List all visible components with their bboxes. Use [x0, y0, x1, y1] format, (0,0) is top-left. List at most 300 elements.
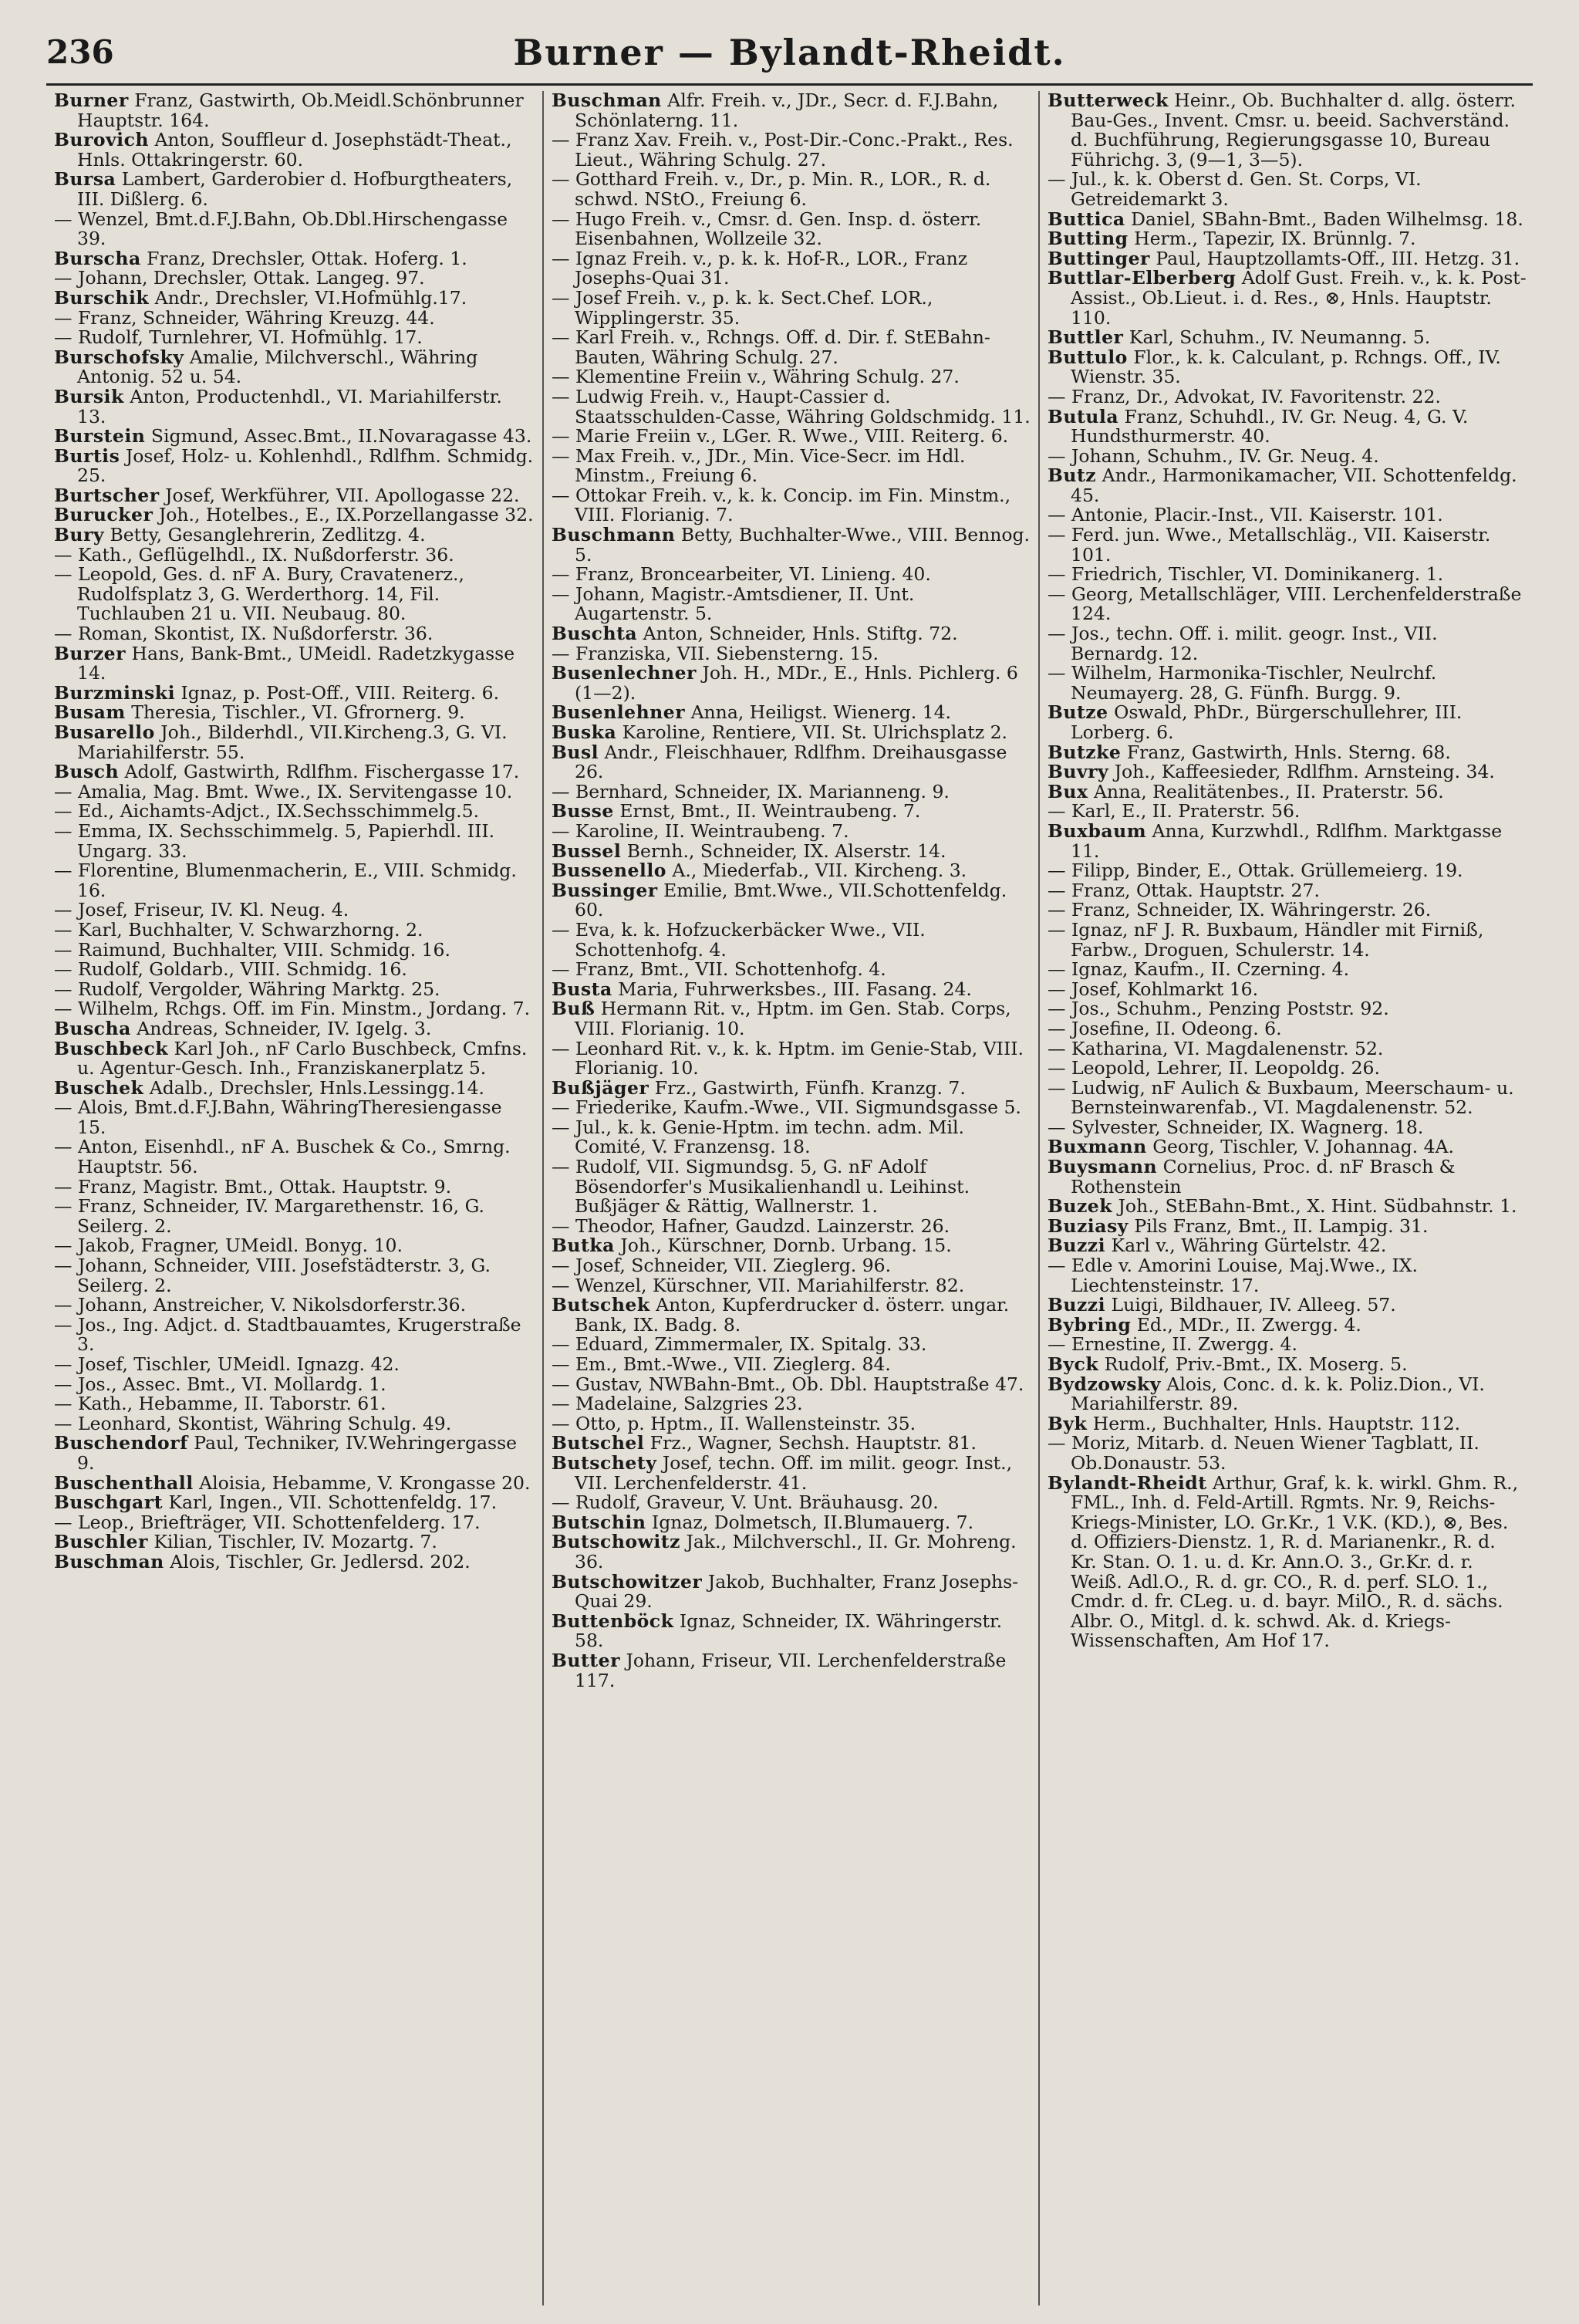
directory-entry: [54, 1375, 535, 1395]
directory-entry: [1048, 229, 1527, 249]
entry-surname: Busse: [552, 800, 614, 823]
entry-details: — Hugo Freih. v., Cmsr. d. Gen. Insp. d. österr. Eisenbahnen, Wollzeile 32.: [552, 208, 982, 250]
entry-details: — Jul., k. k. Genie-Hptm. im techn. adm. Mil. Comité, V. Franzensg. 18.: [552, 1116, 965, 1158]
entry-details: Hermann Rit. v., Hptm. im Gen. Stab. Corps, VIII. Florianig. 10.: [575, 998, 1011, 1039]
entry-surname: Buziasy: [1048, 1214, 1129, 1237]
entry-details: — Franz Xav. Freih. v., Post-Dir.-Conc.-Prakt., Res. Lieut., Währing Schulg. 27.: [552, 129, 1014, 171]
directory-entry: [54, 1098, 535, 1137]
directory-entry: [1048, 1197, 1527, 1217]
directory-entry: [552, 1414, 1031, 1434]
page-number: 236: [46, 33, 114, 71]
entry-details: — Jakob, Fragner, UMeidl. Bonyg. 10.: [54, 1235, 403, 1257]
entry-details: — Rudolf, Goldarb., VIII. Schmidg. 16.: [54, 958, 407, 981]
entry-details: — Eva, k. k. Hofzuckerbäcker Wwe., VII. Schottenhofg. 4.: [552, 918, 926, 961]
entry-details: Andr., Fleischhauer, Rdlfhm. Dreihausgasse 26.: [575, 741, 1007, 783]
entry-details: Anna, Kurzwhdl., Rdlfhm. Marktgasse 11.: [1071, 819, 1503, 862]
entry-details: — Kath., Geflügelhdl., IX. Nußdorferstr. 36.: [54, 543, 454, 566]
entry-details: — Leopold, Lehrer, II. Leopoldg. 26.: [1048, 1057, 1380, 1079]
entry-surname: Bux: [1048, 780, 1088, 802]
entry-details: — Franz, Bmt., VII. Schottenhofg. 4.: [552, 958, 886, 981]
directory-entry: [552, 1214, 1031, 1237]
entry-surname: Butschowitz: [552, 1531, 680, 1553]
entry-surname: Butting: [1048, 228, 1129, 250]
directory-entry: [552, 920, 1031, 960]
entry-details: Anton, Souffleur d. Josephstädt-Theat., Hnls. Ottakringerstr. 60.: [77, 129, 512, 171]
directory-entry: [1048, 387, 1527, 407]
directory-entry: [552, 960, 1031, 980]
directory-entry: [552, 980, 1031, 1000]
entry-details: Josef, Werkführer, VII. Apollogasse 22.: [159, 484, 520, 506]
entry-details: — Rudolf, Turnlehrer, VI. Hofmühlg. 17.: [54, 326, 423, 349]
directory-entry: [1048, 444, 1527, 467]
entry-surname: Buschman: [552, 91, 662, 111]
directory-entry: [54, 387, 535, 427]
entry-details: — Jos., Ing. Adjct. d. Stadtbauamtes, Krugerstraße 3.: [54, 1313, 521, 1356]
entry-details: — Madelaine, Salzgries 23.: [552, 1393, 803, 1415]
directory-entry: [54, 486, 535, 506]
entry-surname: Buysmann: [1048, 1156, 1158, 1178]
entry-details: — Johann, Schuhm., IV. Gr. Neug. 4.: [1048, 444, 1379, 467]
directory-entry: [552, 367, 1031, 387]
directory-entry: [552, 1651, 1031, 1691]
entry-details: — Leonhard Rit. v., k. k. Hptm. im Genie-Stab, VIII. Florianig. 10.: [552, 1037, 1024, 1079]
entry-surname: Bursa: [54, 168, 116, 191]
directory-entry: [1048, 1076, 1527, 1119]
entry-surname: Burovich: [54, 129, 149, 151]
entry-details: — Max Freih. v., JDr., Min. Vice-Secr. im Hdl. Minstm., Freiung 6.: [552, 444, 966, 487]
directory-entry: [552, 1451, 1031, 1494]
entry-details: — Josef, Friseur, IV. Kl. Neug. 4.: [54, 899, 349, 921]
entry-surname: Burzminski: [54, 681, 175, 704]
directory-entry: [1048, 743, 1527, 763]
entry-surname: Bury: [54, 524, 104, 546]
entry-surname: Burschofsky: [54, 346, 184, 368]
entry-details: Franz, Gastwirth, Ob.Meidl.Schönbrunner Hauptstr. 164.: [77, 91, 524, 131]
directory-entry: [54, 1434, 535, 1473]
directory-entry: [54, 938, 535, 961]
entry-details: Jakob, Buchhalter, Franz Josephs-Quai 29.: [575, 1570, 1019, 1613]
entry-details: — Ignaz, Kaufm., II. Czerning. 4.: [1048, 958, 1350, 981]
entry-surname: Buschenthall: [54, 1471, 194, 1494]
directory-entry: [1048, 1059, 1527, 1079]
directory-entry: [54, 565, 535, 624]
entry-details: Joh., Hotelbes., E., IX.Porzellangasse 32.: [153, 504, 534, 526]
entry-details: Anton, Schneider, Hnls. Stiftg. 72.: [637, 623, 958, 645]
entry-details: — Jul., k. k. Oberst d. Gen. St. Corps, VI. Getreidemarkt 3.: [1048, 168, 1422, 210]
directory-entry: [552, 1039, 1031, 1079]
entry-details: Josef, techn. Off. im milit. geogr. Inst., VII. Lerchenfelderstr. 41.: [575, 1451, 1013, 1494]
entry-details: — Otto, p. Hptm., II. Wallensteinstr. 35.: [552, 1412, 916, 1434]
directory-entry: [54, 980, 535, 1000]
directory-entry: [552, 1236, 1031, 1256]
directory-entry: [1048, 348, 1527, 387]
page-header: [46, 29, 1533, 86]
entry-surname: Buzek: [1048, 1195, 1113, 1218]
entry-details: Herm., Tapezir, IX. Brünnlg. 7.: [1128, 228, 1416, 250]
directory-entry: [1048, 664, 1527, 703]
directory-entry: [1048, 802, 1527, 822]
directory-entry: [552, 861, 1031, 881]
entry-surname: Buzzi: [1048, 1235, 1106, 1257]
entry-details: — Katharina, VI. Magdalenenstr. 52.: [1048, 1037, 1384, 1059]
directory-entry: [54, 1076, 535, 1099]
directory-entry: [54, 444, 535, 487]
entry-details: Hans, Bank-Bmt., UMeidl. Radetzkygasse 14.: [77, 642, 515, 684]
entry-details: Lambert, Garderobier d. Hofburgtheaters, III. Dißlerg. 6.: [77, 168, 513, 210]
directory-entry: [54, 1552, 535, 1572]
entry-details: Frz., Gastwirth, Fünfh. Kranzg. 7.: [649, 1076, 966, 1099]
entry-details: Ignaz, p. Post-Off., VIII. Reiterg. 6.: [175, 681, 500, 704]
entry-details: — Sylvester, Schneider, IX. Wagnerg. 18.: [1048, 1116, 1424, 1138]
entry-details: Amalie, Milchverschl., Währing Antonig. 52 u. 54.: [77, 346, 478, 388]
directory-entry: [552, 1276, 1031, 1296]
directory-entry: [54, 1177, 535, 1197]
directory-entry: [552, 1295, 1031, 1335]
entry-surname: Busenlehner: [552, 701, 686, 724]
entry-details: — Jos., Schuhm., Penzing Poststr. 92.: [1048, 998, 1389, 1020]
entry-surname: Buß: [552, 998, 595, 1020]
entry-surname: Butschek: [552, 1294, 650, 1316]
entry-details: — Josefine, II. Odeong. 6.: [1048, 1017, 1282, 1039]
entry-surname: Bussinger: [552, 879, 658, 901]
directory-entry: [552, 624, 1031, 644]
entry-details: Karoline, Rentiere, VII. St. Ulrichsplatz 2.: [616, 721, 1007, 743]
entry-details: Karl Joh., nF Carlo Buschbeck, Cmfns. u. Agentur-Gesch. Inh., Franziskanerplatz 5.: [77, 1037, 528, 1079]
directory-entry: [54, 1355, 535, 1375]
directory-entry: [552, 1434, 1031, 1454]
column-2: [542, 91, 1038, 2305]
entry-details: — Wenzel, Kürschner, VII. Mariahilferstr. 82.: [552, 1274, 965, 1296]
entry-details: — Eduard, Zimmermaler, IX. Spitalg. 33.: [552, 1333, 927, 1356]
entry-details: — Jos., techn. Off. i. milit. geogr. Inst., VII. Bernardg. 12.: [1048, 623, 1438, 664]
directory-entry: [1048, 624, 1527, 664]
directory-entry: [1048, 1355, 1527, 1375]
entry-surname: Bußjäger: [552, 1076, 649, 1099]
entry-details: Frz., Wagner, Sechsh. Hauptstr. 81.: [644, 1432, 977, 1454]
entry-surname: Butula: [1048, 405, 1119, 427]
directory-entry: [54, 782, 535, 802]
directory-entry: [54, 286, 535, 309]
entry-details: Ignaz, Schneider, IX. Währingerstr. 58.: [575, 1610, 1003, 1652]
directory-entry: [552, 1612, 1031, 1651]
entry-surname: Buschbeck: [54, 1037, 169, 1059]
directory-entry: [54, 130, 535, 170]
directory-entry: [552, 802, 1031, 822]
entry-details: Karl, Schuhm., IV. Neumanng. 5.: [1123, 326, 1431, 349]
directory-entry: [552, 1394, 1031, 1414]
entry-surname: Buschler: [54, 1531, 148, 1553]
entry-details: Daniel, SBahn-Bmt., Baden Wilhelmsg. 18.: [1125, 208, 1523, 230]
directory-entry: [54, 543, 535, 566]
entry-details: — Florentine, Blumenmacherin, E., VIII. Schmidg. 16.: [54, 860, 517, 901]
entry-details: — Karl, Buchhalter, V. Schwarzhorng. 2.: [54, 918, 423, 941]
entry-details: Betty, Buchhalter-Wwe., VIII. Bennog. 5.: [575, 524, 1031, 566]
directory-entry: [1048, 585, 1527, 624]
entry-details: — Karl, E., II. Praterstr. 56.: [1048, 800, 1301, 823]
directory-entry: [54, 1513, 535, 1533]
entry-surname: Buska: [552, 721, 617, 743]
entry-details: Alfr. Freih. v., JDr., Secr. d. F.J.Bahn, Schönlaterng. 11.: [575, 91, 999, 131]
entry-surname: Butterweck: [1048, 91, 1169, 111]
entry-details: — Leonhard, Skontist, Währing Schulg. 49.: [54, 1412, 452, 1434]
entry-details: Karl v., Währing Gürtelstr. 42.: [1105, 1235, 1387, 1257]
entry-details: — Wilhelm, Rchgs. Off. im Fin. Minstm., Jordang. 7.: [54, 998, 531, 1020]
directory-entry: [1048, 900, 1527, 920]
entry-details: — Franz, Schneider, IX. Währingerstr. 26.: [1048, 899, 1432, 921]
directory-entry: [1048, 407, 1527, 447]
entry-details: — Marie Freiin v., LGer. R. Wwe., VIII. Reiterg. 6.: [552, 425, 1009, 448]
entry-details: — Emma, IX. Sechsschimmelg. 5, Papierhdl. III. Ungarg. 33.: [54, 819, 495, 862]
directory-entry: [552, 664, 1031, 703]
directory-entry: [552, 999, 1031, 1039]
entry-details: — Jos., Assec. Bmt., VI. Mollardg. 1.: [54, 1373, 386, 1395]
directory-entry: [1048, 881, 1527, 901]
directory-entry: [552, 1572, 1031, 1612]
entry-details: — Ernestine, II. Zwergg. 4.: [1048, 1333, 1297, 1356]
entry-surname: Burschik: [54, 286, 150, 309]
entry-details: — Friedrich, Tischler, VI. Dominikanerg. 1.: [1048, 563, 1444, 586]
entry-details: Sigmund, Assec.Bmt., II.Novaragasse 43.: [145, 425, 532, 448]
directory-entry: [1048, 565, 1527, 585]
entry-details: Pils Franz, Bmt., II. Lampig. 31.: [1128, 1214, 1429, 1237]
entry-details: Jak., Milchverschl., II. Gr. Mohreng. 36.: [575, 1531, 1017, 1572]
directory-entry: [54, 525, 535, 546]
directory-entry: [552, 130, 1031, 170]
directory-entry: [552, 1532, 1031, 1572]
directory-entry: [54, 1295, 535, 1316]
entry-details: — Edle v. Amorini Louise, Maj.Wwe., IX. Liechtensteinstr. 17.: [1048, 1255, 1418, 1296]
directory-entry: [552, 525, 1031, 565]
entry-surname: Butter: [552, 1649, 620, 1671]
directory-entry: [1048, 861, 1527, 881]
entry-details: — Bernhard, Schneider, IX. Marianneng. 9.: [552, 780, 950, 802]
entry-surname: Bussel: [552, 839, 622, 862]
directory-entry: [54, 1236, 535, 1256]
entry-details: — Josef, Tischler, UMeidl. Ignazg. 42.: [54, 1353, 400, 1375]
entry-details: — Ludwig Freih. v., Haupt-Cassier d. Staatsschulden-Casse, Währing Goldschmidg. 11.: [552, 385, 1031, 427]
entry-details: — Franz, Dr., Advokat, IV. Favoritenstr. 22.: [1048, 385, 1441, 407]
directory-entry: [54, 999, 535, 1019]
directory-entry: [54, 427, 535, 447]
entry-details: Ignaz, Dolmetsch, II.Blumauerg. 7.: [646, 1511, 974, 1533]
directory-entry: [1048, 1256, 1527, 1295]
directory-entry: [552, 644, 1031, 664]
entry-surname: Burtis: [54, 444, 120, 467]
entry-details: Karl, Ingen., VII. Schottenfeldg. 17.: [162, 1491, 498, 1514]
directory-entry: [1048, 1118, 1527, 1138]
entry-details: — Gotthard Freih. v., Dr., p. Min. R., LOR., R. d. schwd. NStO., Freiung 6.: [552, 168, 991, 210]
directory-entry: [54, 681, 535, 704]
entry-surname: Bydzowsky: [1048, 1373, 1161, 1395]
entry-surname: Burtscher: [54, 484, 160, 506]
directory-entry: [54, 1471, 535, 1494]
entry-details: — Gustav, NWBahn-Bmt., Ob. Dbl. Hauptstraße 47.: [552, 1373, 1024, 1395]
directory-entry: [1048, 269, 1527, 328]
entry-details: Joh., Kaffeesieder, Rdlfhm. Arnsteing. 34.: [1108, 761, 1495, 783]
directory-entry: [552, 249, 1031, 289]
directory-entry: [1048, 1313, 1527, 1336]
directory-entry: [54, 170, 535, 209]
directory-entry: [1048, 1019, 1527, 1039]
directory-entry: [552, 1157, 1031, 1217]
entry-details: Adalb., Drechsler, Hnls.Lessingg.14.: [143, 1076, 485, 1099]
directory-entry: [1048, 328, 1527, 348]
directory-entry: [552, 486, 1031, 525]
entry-surname: Bursik: [54, 385, 124, 407]
directory-entry: [1048, 1295, 1527, 1316]
entry-details: — Amalia, Mag. Bmt. Wwe., IX. Servitengasse 10.: [54, 780, 513, 802]
directory-entry: [54, 703, 535, 723]
entry-details: — Antonie, Placir.-Inst., VII. Kaiserstr. 101.: [1048, 504, 1443, 526]
directory-entry: [54, 328, 535, 348]
entry-details: — Em., Bmt.-Wwe., VII. Zieglerg. 84.: [552, 1353, 891, 1375]
directory-entry: [552, 1098, 1031, 1118]
entry-details: — Karl Freih. v., Rchngs. Off. d. Dir. f. StEBahn-Bauten, Währing Schulg. 27.: [552, 326, 990, 368]
directory-entry: [54, 1137, 535, 1177]
entry-details: Paul, Hauptzollamts-Off., III. Hetzg. 31.: [1149, 247, 1520, 269]
entry-surname: Buvry: [1048, 761, 1109, 783]
entry-details: — Theodor, Hafner, Gaudzd. Lainzerstr. 26.: [552, 1214, 950, 1237]
directory-entry: [552, 881, 1031, 920]
entry-details: — Rudolf, Graveur, V. Unt. Bräuhausg. 20.: [552, 1491, 939, 1514]
entry-details: Heinr., Ob. Buchhalter d. allg. österr. Bau-Ges., Invent. Cmsr. u. beeid. Sachverständ. d. Buchführung, Regierungsgasse 10, Bureau Führichg. 3, (9—1, 3—5).: [1071, 91, 1516, 171]
entry-details: Betty, Gesanglehrerin, Zedlitzg. 4.: [103, 524, 426, 546]
entry-details: Joh., Bilderhdl., VII.Kircheng.3, G. VI. Mariahilferstr. 55.: [77, 721, 508, 763]
entry-surname: Busarello: [54, 721, 155, 743]
directory-entry: [54, 802, 535, 822]
entry-details: — Ed., Aichamts-Adjct., IX.Sechsschimmelg.5.: [54, 800, 480, 823]
directory-entry: [552, 427, 1031, 447]
entry-details: Bernh., Schneider, IX. Alserstr. 14.: [621, 839, 946, 862]
entry-details: Aloisia, Hebamme, V. Krongasse 20.: [193, 1471, 531, 1494]
directory-entry: [1048, 525, 1527, 565]
directory-entry: [54, 920, 535, 941]
directory-entry: [1048, 819, 1527, 862]
entry-details: Adolf Gust. Freih. v., k. k. Post-Assist., Ob.Lieut. i. d. Res., ⊗, Hnls. Hauptstr. 110.: [1071, 267, 1527, 329]
entry-surname: Bussenello: [552, 860, 666, 882]
entry-details: — Ignaz Freih. v., p. k. k. Hof-R., LOR., Franz Josephs-Quai 31.: [552, 247, 968, 289]
directory-entry: [1048, 1414, 1527, 1434]
entry-details: Johann, Friseur, VII. Lerchenfelderstraße 117.: [575, 1649, 1007, 1691]
directory-entry: [552, 1493, 1031, 1513]
directory-entry: [1048, 1434, 1527, 1473]
directory-entry: [552, 782, 1031, 802]
directory-entry: [54, 624, 535, 644]
entry-details: Anton, Kupferdrucker d. österr. ungar. Bank, IX. Badg. 8.: [575, 1294, 1010, 1336]
directory-entry: [1048, 782, 1527, 802]
entry-details: Kilian, Tischler, IV. Mozartg. 7.: [147, 1531, 437, 1553]
directory-entry: [54, 1493, 535, 1513]
entry-surname: Bylandt-Rheidt: [1048, 1471, 1207, 1494]
entry-surname: Burucker: [54, 504, 154, 526]
entry-details: — Rudolf, Vergolder, Währing Marktg. 25.: [54, 978, 440, 1000]
entry-details: Alois, Tischler, Gr. Jedlersd. 202.: [164, 1550, 471, 1572]
entry-surname: Buttulo: [1048, 346, 1128, 368]
entry-surname: Buttlar-Elberberg: [1048, 267, 1237, 289]
directory-entry: [54, 960, 535, 980]
entry-surname: Buttler: [1048, 326, 1124, 349]
entry-details: — Ferd. jun. Wwe., Metallschläg., VII. Kaiserstr. 101.: [1048, 524, 1491, 566]
entry-surname: Buschmann: [552, 524, 676, 546]
entry-surname: Busenlechner: [552, 662, 697, 684]
directory-entry: [54, 306, 535, 329]
entry-details: — Alois, Bmt.d.F.J.Bahn, WähringTheresiengasse 15.: [54, 1096, 502, 1138]
entry-details: Josef, Holz- u. Kohlenhdl., Rdlfhm. Schmidg. 25.: [77, 444, 534, 487]
entry-details: Franz, Drechsler, Ottak. Hoferg. 1.: [140, 247, 467, 269]
entry-details: Herm., Buchhalter, Hnls. Hauptstr. 112.: [1087, 1412, 1461, 1434]
entry-details: — Klementine Freiin v., Währing Schulg. 27.: [552, 366, 960, 388]
entry-details: — Moriz, Mitarb. d. Neuen Wiener Tagblatt, II. Ob.Donaustr. 53.: [1048, 1432, 1479, 1474]
entry-details: — Franz, Schneider, IV. Margarethenstr. 16, G. Seilerg. 2.: [54, 1195, 485, 1237]
directory-entry: [552, 210, 1031, 249]
directory-entry: [54, 210, 535, 249]
entry-details: — Johann, Anstreicher, V. Nikolsdorferstr.36.: [54, 1294, 467, 1316]
directory-entry: [1048, 1039, 1527, 1059]
directory-entry: [54, 1394, 535, 1414]
directory-entry: [54, 1414, 535, 1434]
directory-entry: [1048, 762, 1527, 782]
entry-surname: Busta: [552, 978, 612, 1000]
entry-details: — Ottokar Freih. v., k. k. Concip. im Fin. Minstm., VIII. Florianig. 7.: [552, 484, 1011, 526]
entry-details: Theresia, Tischler., VI. Gfrornerg. 9.: [125, 701, 465, 724]
entry-details: — Ludwig, nF Aulich & Buxbaum, Meerschaum- u. Bernsteinwarenfab., VI. Magdalenenstr. 52.: [1048, 1076, 1514, 1119]
directory-entry: [54, 1039, 535, 1079]
directory-entry: [54, 1313, 535, 1356]
entry-details: Arthur, Graf, k. k. wirkl. Ghm. R., FML., Inh. d. Feld-Artill. Rgmts. Nr. 9, Reichs-Kriegs-Minister, LO. Gr.Kr., 1 V.K. (KD.), ⊗, Bes. d. Offiziers-Dienstz. 1, R. d. Marianenkr., R. d. Kr. Stan. O. 1. u. d. Kr. Ann.O. 3., Gr.Kr. d. r. Weiß. Adl.O., R. d. gr. CO., R. d. perf. SLO. 1., Cmdr. d. fr. CLeg. u. d. bayr. MilO., R. d. sächs. Albr. O., Mitgl. d. k. schwd. Ak. d. Kriegs-Wissenschaften, Am Hof 17.: [1071, 1471, 1519, 1652]
entry-surname: Burner: [54, 91, 129, 111]
directory-entry: [1048, 170, 1527, 209]
directory-entry: [54, 861, 535, 900]
directory-entry: [1048, 466, 1527, 505]
directory-entry: [54, 819, 535, 862]
directory-entry: [552, 1118, 1031, 1157]
column-3: [1038, 91, 1534, 2305]
entry-details: Andreas, Schneider, IV. Igelg. 3.: [130, 1017, 432, 1039]
entry-surname: Buschek: [54, 1076, 144, 1099]
entry-details: — Friederike, Kaufm.-Wwe., VII. Sigmundsgasse 5.: [552, 1096, 1021, 1119]
directory-entry: [54, 269, 535, 289]
entry-surname: Burzer: [54, 642, 127, 664]
entry-details: — Georg, Metallschläger, VIII. Lerchenfelderstraße 124.: [1048, 583, 1522, 625]
directory-entry: [1048, 210, 1527, 230]
entry-surname: Buttica: [1048, 208, 1125, 230]
directory-entry: [54, 1197, 535, 1236]
entry-details: — Franziska, VII. Siebensterng. 15.: [552, 642, 879, 664]
directory-entry: [1048, 1214, 1527, 1237]
entry-details: — Franz, Broncearbeiter, VI. Linieng. 40.: [552, 563, 931, 586]
directory-entry: [552, 585, 1031, 624]
directory-entry: [552, 387, 1031, 427]
directory-entry: [1048, 1157, 1527, 1197]
directory-entry: [54, 505, 535, 525]
entry-surname: Bybring: [1048, 1313, 1132, 1336]
entry-surname: Buttinger: [1048, 247, 1150, 269]
entry-surname: Buschgart: [54, 1491, 163, 1514]
directory-entry: [552, 703, 1031, 723]
entry-surname: Buxbaum: [1048, 819, 1147, 842]
directory-entry: [552, 723, 1031, 743]
entry-surname: Buschman: [54, 1550, 164, 1572]
entry-surname: Butze: [1048, 701, 1108, 724]
directory-columns: [46, 91, 1535, 2305]
entry-details: Georg, Tischler, V. Johannag. 4A.: [1146, 1136, 1454, 1158]
entry-details: — Roman, Skontist, IX. Nußdorferstr. 36.: [54, 623, 434, 645]
directory-entry: [552, 444, 1031, 487]
entry-surname: Burscha: [54, 247, 141, 269]
directory-entry: [552, 1375, 1031, 1395]
column-1: [46, 91, 542, 2305]
directory-entry: [552, 328, 1031, 367]
